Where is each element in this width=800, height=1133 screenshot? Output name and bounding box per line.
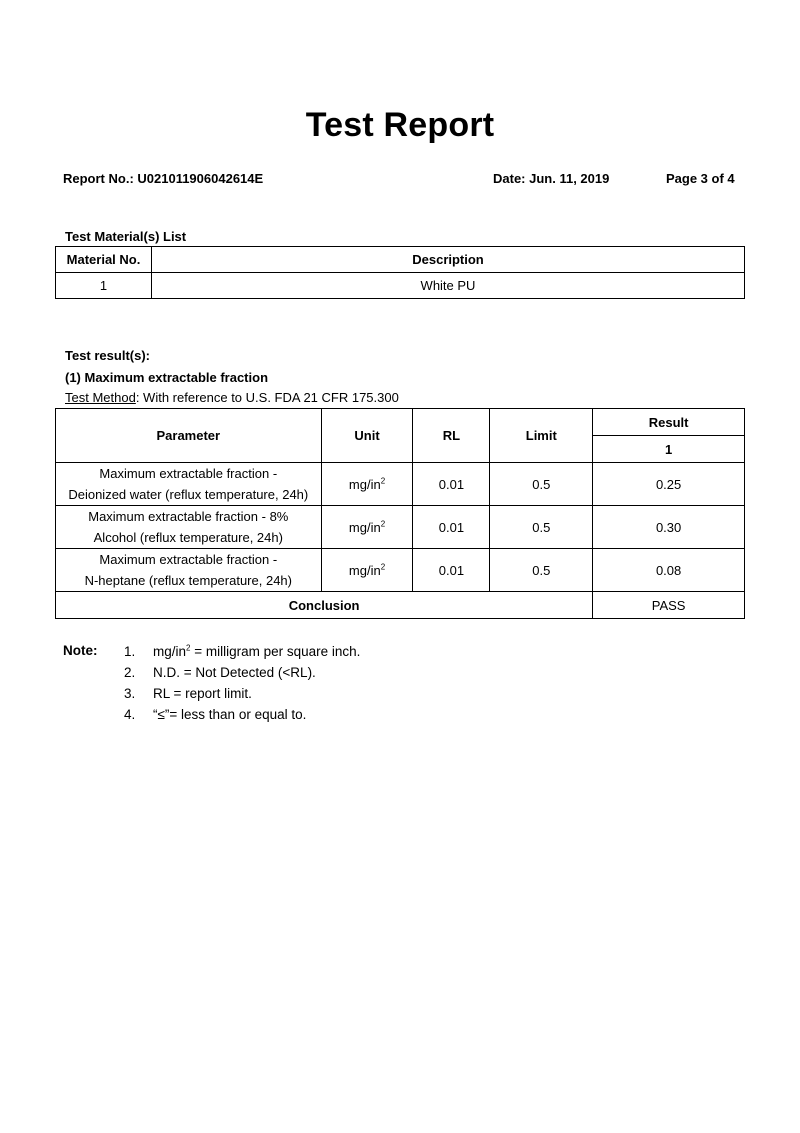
- list-item: 4. “≤”= less than or equal to.: [124, 707, 307, 722]
- report-number: Report No.: U021011906042614E: [63, 171, 264, 186]
- parameter-cell: [56, 549, 322, 592]
- test-method-label: Test Method: [65, 390, 136, 405]
- report-date: Date: Jun. 11, 2019: [493, 171, 610, 186]
- result-cell: 0.25: [593, 463, 745, 506]
- parameter-cell: [56, 506, 322, 549]
- rl-cell: 0.01: [413, 549, 490, 592]
- parameter-line: N-heptane (reflux temperature, 24h): [84, 573, 292, 588]
- result-cell: 0.30: [593, 506, 745, 549]
- materials-heading: Test Material(s) List: [65, 229, 187, 244]
- table-row: [56, 549, 745, 592]
- table-row: [56, 273, 745, 299]
- table-row: [56, 506, 745, 549]
- col-description: Description: [152, 247, 745, 273]
- page-title: Test Report: [305, 106, 495, 144]
- col-result: Result: [593, 409, 745, 436]
- unit-cell: $mg/in^2$: [321, 463, 413, 506]
- results-table: [55, 408, 745, 619]
- col-rl: RL: [413, 409, 490, 463]
- parameter-line: Deionized water (reflux temperature, 24h): [68, 487, 309, 502]
- parameter-line: Maximum extractable fraction -: [99, 552, 278, 567]
- note-label: Note:: [63, 643, 98, 658]
- material-desc-cell: White PU: [152, 273, 745, 299]
- limit-cell: 0.5: [490, 506, 593, 549]
- limit-cell: 0.5: [490, 463, 593, 506]
- conclusion-row: [56, 592, 745, 619]
- col-material-no: Material No.: [56, 247, 152, 273]
- unit-cell: $mg/in^2$: [321, 549, 413, 592]
- notes-list: [124, 643, 360, 727]
- col-result-sample: 1: [593, 436, 745, 463]
- list-item: 1. $mg/in^2$ = milligram per square inch.: [124, 643, 361, 659]
- rl-cell: 0.01: [413, 463, 490, 506]
- parameter-line: Alcohol (reflux temperature, 24h): [93, 530, 283, 545]
- limit-cell: 0.5: [490, 549, 593, 592]
- page-number: Page 3 of 4: [666, 171, 735, 186]
- table-row: [56, 463, 745, 506]
- conclusion-label: Conclusion: [56, 592, 593, 619]
- unit-cell: $mg/in^2$: [321, 506, 413, 549]
- list-item: 2. N.D. = Not Detected (<RL).: [124, 665, 316, 680]
- col-limit: Limit: [490, 409, 593, 463]
- results-heading: Test result(s):: [65, 348, 150, 363]
- parameter-line: Maximum extractable fraction - 8%: [88, 509, 289, 524]
- list-item: 3. RL = report limit.: [124, 686, 252, 701]
- test-method: [65, 390, 399, 405]
- test-method-text: : With reference to U.S. FDA 21 CFR 175.300: [135, 390, 399, 405]
- materials-table: [55, 246, 745, 299]
- col-parameter: Parameter: [56, 409, 322, 463]
- parameter-line: Maximum extractable fraction -: [99, 466, 278, 481]
- result-cell: 0.08: [593, 549, 745, 592]
- material-no-cell: 1: [56, 273, 152, 299]
- conclusion-value: PASS: [593, 592, 745, 619]
- results-subheading: (1) Maximum extractable fraction: [65, 370, 269, 385]
- rl-cell: 0.01: [413, 506, 490, 549]
- parameter-cell: [56, 463, 322, 506]
- col-unit: Unit: [321, 409, 413, 463]
